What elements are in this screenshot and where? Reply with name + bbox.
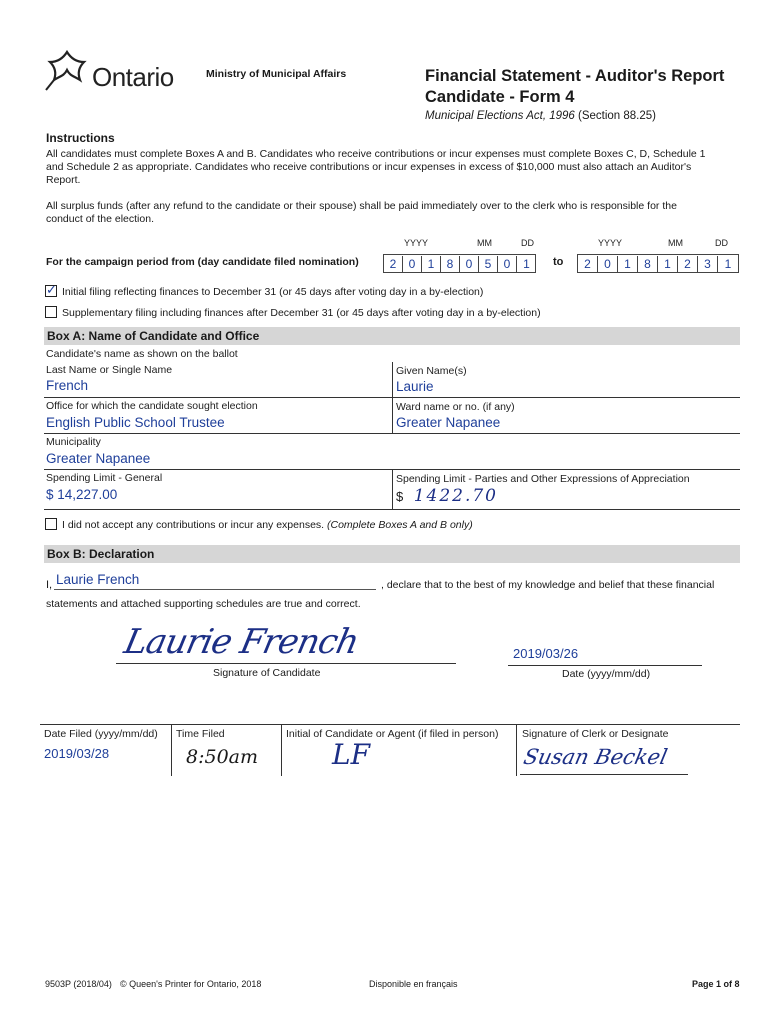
- filing-top-rule: [40, 724, 740, 725]
- divider: [392, 362, 393, 398]
- logo-text: Ontario: [92, 62, 174, 92]
- date-filed-field[interactable]: 2019/03/28: [44, 746, 110, 761]
- act-name: Municipal Elections Act, 1996: [425, 110, 575, 122]
- divider: [516, 724, 517, 776]
- copyright: © Queen's Printer for Ontario, 2018: [120, 979, 262, 989]
- from-digit: 2: [384, 256, 403, 272]
- divider: [171, 724, 172, 776]
- form-code: 9503P (2018/04): [45, 979, 112, 989]
- from-digit: 1: [523, 257, 530, 271]
- no-contributions-label: [62, 519, 473, 531]
- campaign-period-label: For the campaign period from (day candidate filed nomination): [46, 256, 359, 268]
- declaration-date-field[interactable]: 2019/03/26: [513, 646, 579, 661]
- from-dd-header: DD: [521, 238, 534, 248]
- spending-limit-parties-field[interactable]: [396, 486, 498, 506]
- act-reference: [425, 110, 656, 122]
- office-field[interactable]: English Public School Trustee: [46, 415, 225, 430]
- time-filed-field[interactable]: 8:50am: [186, 746, 259, 768]
- instructions-heading: Instructions: [46, 131, 115, 145]
- declarant-underline: [54, 589, 376, 590]
- divider: [44, 509, 740, 510]
- to-yyyy-header: YYYY: [598, 238, 623, 248]
- given-name-label: Given Name(s): [396, 365, 467, 377]
- signature-label: Signature of Candidate: [213, 667, 321, 679]
- to-digit: 0: [598, 256, 618, 272]
- declaration-text-2: statements and attached supporting schedules are true and correct.: [46, 598, 361, 610]
- box-a-header: Box A: Name of Candidate and Office: [44, 327, 740, 345]
- date-label: Date (yyyy/mm/dd): [562, 668, 651, 680]
- dollar-sign: $: [396, 489, 404, 504]
- name-as-shown-label: Candidate's name as shown on the ballot: [46, 348, 238, 360]
- spending-limit-general-field[interactable]: $ 14,227.00: [46, 487, 118, 502]
- last-name-field[interactable]: French: [46, 378, 89, 393]
- clerk-signature-line: [520, 774, 688, 775]
- signature-line: [116, 663, 456, 664]
- ontario-logo: [42, 44, 187, 94]
- from-digit: 8: [441, 256, 460, 272]
- from-mm-header: MM: [477, 238, 492, 248]
- from-digit: 1: [422, 256, 441, 272]
- divider: [281, 724, 282, 776]
- form-title-line1: Financial Statement - Auditor's Report: [425, 67, 725, 85]
- no-contributions-text: I did not accept any contributions or incur any expenses.: [62, 519, 325, 531]
- spending-limit-parties-label: Spending Limit - Parties and Other Expressions of Appreciation: [396, 473, 690, 485]
- initial-label: Initial of Candidate or Agent (if filed in person): [286, 728, 499, 740]
- act-section: (Section 88.25): [578, 110, 656, 122]
- to-digit: 1: [658, 256, 678, 272]
- box-b-header: Box B: Declaration: [44, 545, 740, 563]
- divider: [392, 398, 393, 434]
- clerk-signature[interactable]: Susan Beckel: [521, 745, 670, 769]
- initial-filing-label: Initial filing reflecting finances to December 31 (or 45 days after voting day in a by-election): [62, 286, 484, 298]
- declaration-text: , declare that to the best of my knowledge and belief that these financial: [381, 579, 715, 591]
- declaration-i: I,: [46, 579, 53, 591]
- to-digit: 2: [678, 256, 698, 272]
- given-name-field[interactable]: Laurie: [396, 379, 434, 394]
- from-digit: 0: [460, 256, 479, 272]
- form-title-line2: Candidate - Form 4: [425, 88, 575, 106]
- french-availability: Disponible en français: [369, 979, 458, 989]
- from-yyyy-header: YYYY: [404, 238, 429, 248]
- page-number: Page 1 of 8: [692, 979, 740, 989]
- ward-label: Ward name or no. (if any): [396, 401, 515, 413]
- to-digit: 3: [698, 256, 718, 272]
- supplementary-filing-checkbox[interactable]: [45, 306, 57, 318]
- time-filed-label: Time Filed: [176, 728, 225, 740]
- no-contributions-checkbox[interactable]: [45, 518, 57, 530]
- ward-field[interactable]: Greater Napanee: [396, 415, 501, 430]
- check-mark-icon: ✓: [46, 283, 57, 298]
- declarant-name-field[interactable]: Laurie French: [56, 572, 140, 587]
- municipality-field[interactable]: Greater Napanee: [46, 451, 151, 466]
- instructions-para1: All candidates must complete Boxes A and B. Candidates who receive contributions or incur expenses must complete Boxes C, D, Schedule 1 and Schedule 2 as appropriate. Candidates who receive contributions or incur expenses in excess of $10,000 must also attach an Auditor's Report.: [46, 148, 706, 186]
- from-digit: 5: [479, 256, 498, 272]
- candidate-signature: Laurie French: [120, 622, 362, 662]
- to-label: to: [553, 256, 564, 268]
- instructions-para2: All surplus funds (after any refund to the candidate or their spouse) shall be paid immediately over to the clerk who is responsible for the conduct of the election.: [46, 200, 677, 225]
- to-mm-header: MM: [668, 238, 683, 248]
- clerk-signature-label: Signature of Clerk or Designate: [522, 728, 669, 740]
- municipality-label: Municipality: [46, 436, 101, 448]
- trillium-icon: [42, 44, 92, 94]
- initial-filing-checkbox[interactable]: [45, 285, 57, 297]
- spending-limit-general-label: Spending Limit - General: [46, 472, 163, 484]
- to-digit: 1: [618, 256, 638, 272]
- to-digit: 2: [578, 256, 598, 272]
- form-title: [425, 66, 724, 108]
- ministry-name: Ministry of Municipal Affairs: [206, 68, 347, 80]
- from-digit: 0: [498, 256, 517, 272]
- date-line: [508, 665, 702, 666]
- divider: [392, 470, 393, 510]
- from-digit: 0: [403, 256, 422, 272]
- to-digit: 8: [638, 256, 658, 272]
- office-label: Office for which the candidate sought election: [46, 400, 258, 412]
- last-name-label: Last Name or Single Name: [46, 364, 173, 376]
- spending-limit-parties-value: 1422.70: [413, 486, 498, 506]
- to-dd-header: DD: [715, 238, 728, 248]
- divider: [44, 433, 740, 434]
- supplementary-filing-label: Supplementary filing including finances after December 31 (or 45 days after voting day in a by-election): [62, 307, 541, 319]
- initial-mark[interactable]: LF: [332, 738, 371, 771]
- no-contributions-note: (Complete Boxes A and B only): [327, 519, 473, 531]
- to-digit: 1: [724, 257, 732, 271]
- date-filed-label: Date Filed (yyyy/mm/dd): [44, 728, 158, 740]
